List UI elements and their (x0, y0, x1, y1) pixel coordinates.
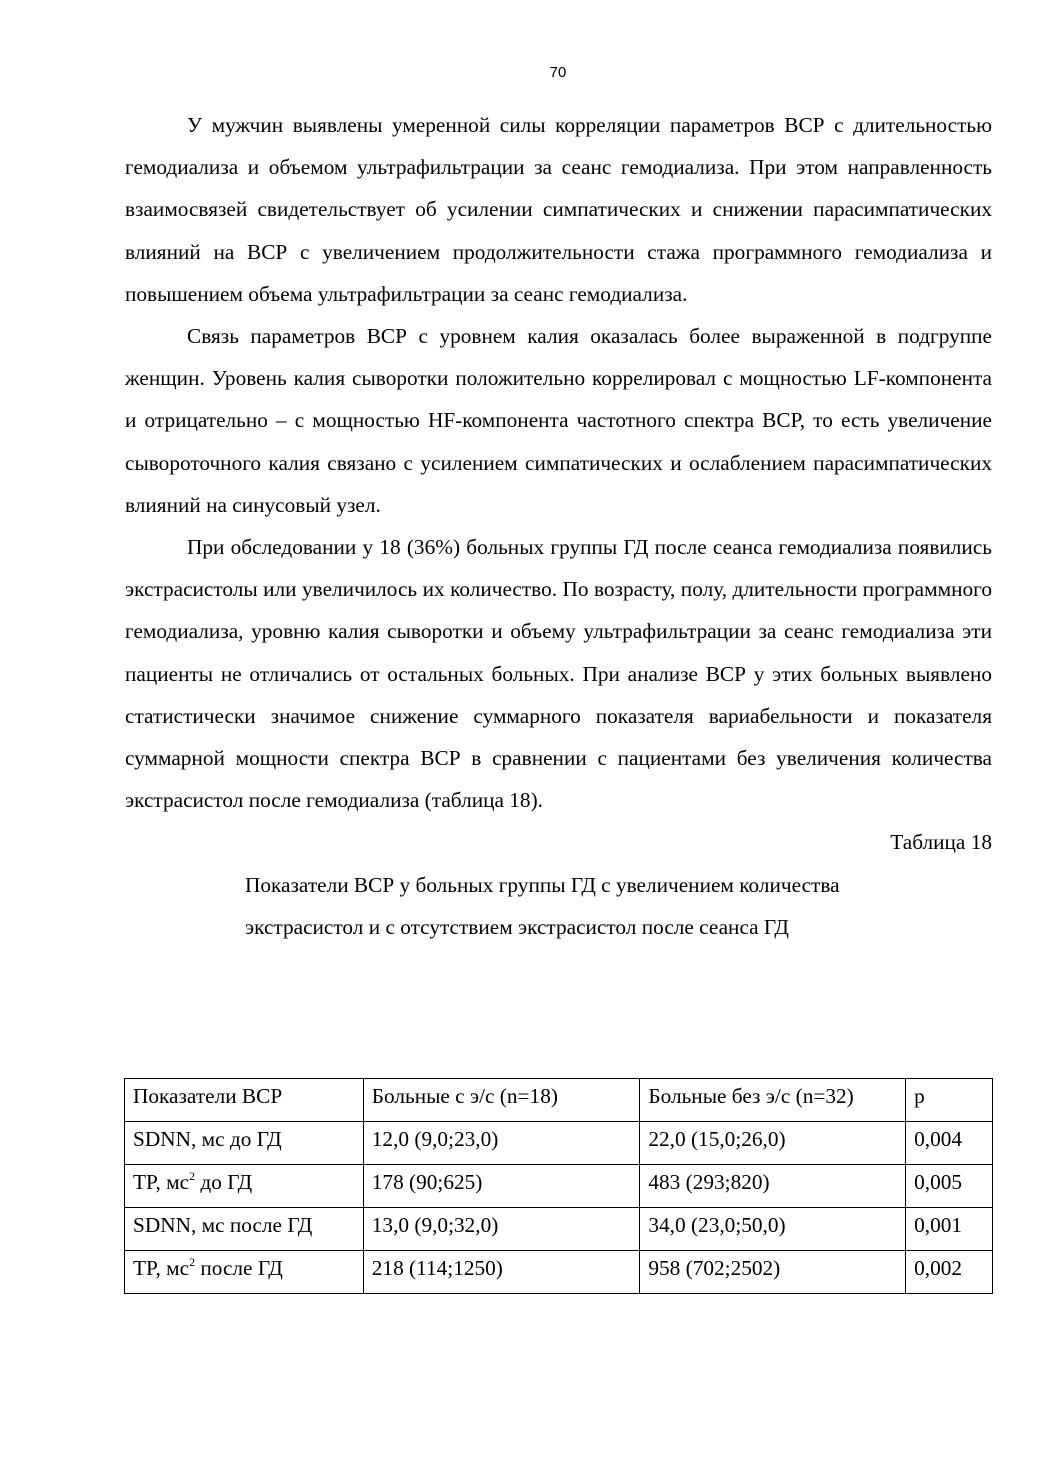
table-row (125, 1122, 993, 1165)
table-row (125, 1165, 993, 1208)
header-with-es: Больные с э/с (n=18) (363, 1079, 640, 1122)
cell-parameter (125, 1122, 364, 1165)
parameter-label-rest: до ГД (195, 1170, 253, 1194)
table-label: Таблица 18 (890, 830, 992, 855)
parameter-label-rest: после ГД (195, 1256, 283, 1280)
paragraph-men-correlations: У мужчин выявлены умеренной силы корреляции параметров ВСР с длительностью гемодиализа и объемом ультрафильтрации за сеанс гемодиализа. При этом направленность взаимосвязей свидетельствует об усилении симпатических и снижении парасимпатических влияний на ВСР с увеличением продолжительности стажа программного гемодиализа и повышением объема ультрафильтрации за сеанс гемодиализа. (125, 113, 992, 306)
cell-without-es: 958 (702;2502) (640, 1251, 906, 1294)
cell-parameter (125, 1208, 364, 1251)
parameter-label: TP, мс (133, 1256, 190, 1280)
superscript: 2 (189, 1169, 196, 1183)
hrv-table (124, 1078, 993, 1294)
table-row (125, 1251, 993, 1294)
cell-parameter (125, 1251, 364, 1294)
paragraph-extrasystoles: При обследовании у 18 (36%) больных группы ГД после сеанса гемодиализа появились экстрасистолы или увеличилось их количество. По возрасту, полу, длительности программного гемодиализа, уровню калия сыворотки и объему ультрафильтрации за сеанс гемодиализа эти пациенты не отличались от остальных больных. При анализе ВСР у этих больных выявлено статистически значимое снижение суммарного показателя вариабельности и показателя суммарной мощности спектра ВСР в сравнении с пациентами без увеличения количества экстрасистол после гемодиализа (таблица 18). (125, 535, 992, 813)
cell-with-es: 218 (114;1250) (363, 1251, 640, 1294)
header-p: p (906, 1079, 993, 1122)
paragraph-potassium: Связь параметров ВСР с уровнем калия оказалась более выраженной в подгруппе женщин. Уровень калия сыворотки положительно коррелировал с мощностью LF-компонента и отрицательно – с мощностью HF-компонента частотного спектра ВСР, то есть увеличение сывороточного калия связано с усилением симпатических и ослаблением парасимпатических влияний на синусовый узел. (125, 324, 992, 517)
cell-without-es: 22,0 (15,0;26,0) (640, 1122, 906, 1165)
cell-with-es: 12,0 (9,0;23,0) (363, 1122, 640, 1165)
parameter-label: SDNN, мс до ГД (133, 1127, 282, 1151)
cell-without-es: 483 (293;820) (640, 1165, 906, 1208)
parameter-label: TP, мс (133, 1170, 190, 1194)
cell-p: 0,005 (906, 1165, 993, 1208)
table-row (125, 1208, 993, 1251)
cell-p: 0,001 (906, 1208, 993, 1251)
table-caption: Показатели ВСР у больных группы ГД с увеличением количества экстрасистол и с отсутствием экстрасистол после сеанса ГД (245, 872, 840, 939)
parameter-label: SDNN, мс после ГД (133, 1213, 313, 1237)
cell-p: 0,004 (906, 1122, 993, 1165)
table-header-row (125, 1079, 993, 1122)
cell-parameter (125, 1165, 364, 1208)
cell-with-es: 13,0 (9,0;32,0) (363, 1208, 640, 1251)
header-without-es: Больные без э/с (n=32) (640, 1079, 906, 1122)
body-text (125, 104, 992, 948)
cell-with-es: 178 (90;625) (363, 1165, 640, 1208)
header-parameter: Показатели ВСР (125, 1079, 364, 1122)
page-number: 70 (549, 64, 567, 81)
cell-p: 0,002 (906, 1251, 993, 1294)
superscript: 2 (189, 1255, 196, 1269)
cell-without-es: 34,0 (23,0;50,0) (640, 1208, 906, 1251)
